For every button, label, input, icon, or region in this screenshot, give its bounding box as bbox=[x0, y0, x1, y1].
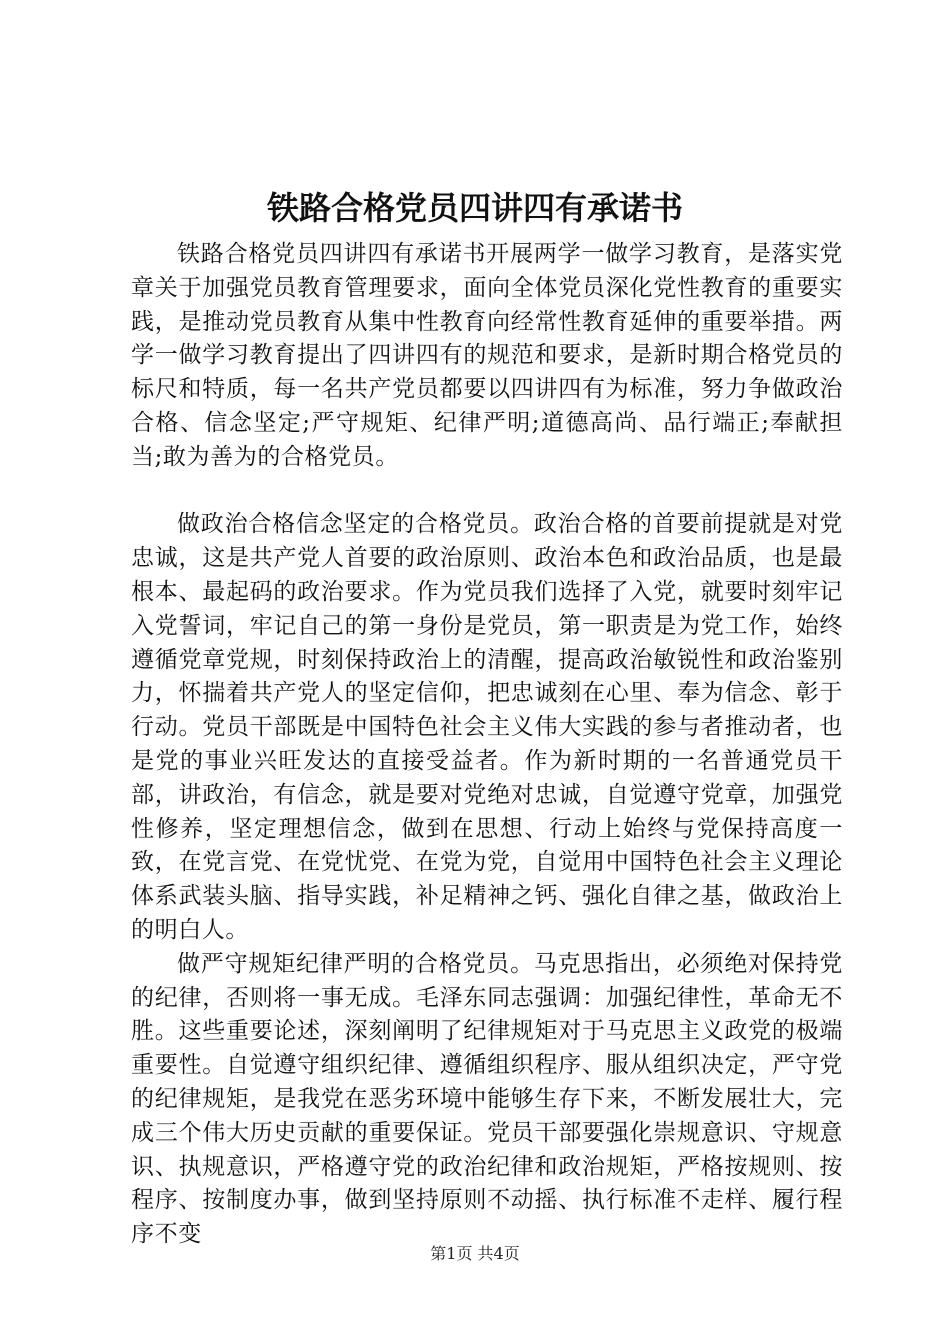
document-body bbox=[131, 238, 843, 1252]
paragraph-discipline: 做严守规矩纪律严明的合格党员。马克思指出，必须绝对保持党的纪律，否则将一事无成。毛泽东同志强调：加强纪律性，革命无不胜。这些重要论述，深刻阐明了纪律规矩对于马克思主义政党的极端重要性。自觉遵守组织纪律、遵循组织程序、服从组织决定，严守党的纪律规矩，是我党在恶劣环境中能够生存下来，不断发展壮大，完成三个伟大历史贡献的重要保证。党员干部要强化崇规意识、守规意识、执规意识，严格遵守党的政治纪律和政治规矩，严格按规则、按程序、按制度办事，做到坚持原则不动摇、执行标准不走样、履行程序不变 bbox=[131, 950, 843, 1248]
page-footer: 第1页 共4页 bbox=[430, 1244, 520, 1263]
paragraph-political: 做政治合格信念坚定的合格党员。政治合格的首要前提就是对党忠诚，这是共产党人首要的政治原则、政治本色和政治品质，也是最根本、最起码的政治要求。作为党员我们选择了入党，就要时刻牢记入党誓词，牢记自己的第一身份是党员，第一职责是为党工作，始终遵循党章党规，时刻保持政治上的清醒，提高政治敏锐性和政治鉴别力，怀揣着共产党人的坚定信仰，把忠诚刻在心里、奉为信念、彰于行动。党员干部既是中国特色社会主义伟大实践的参与者推动者，也是党的事业兴旺发达的直接受益者。作为新时期的一名普通党员干部，讲政治，有信念，就是要对党绝对忠诚，自觉遵守党章，加强党性修养，坚定理想信念，做到在思想、行动上始终与党保持高度一致，在党言党、在党忧党、在党为党，自觉用中国特色社会主义理论体系武装头脑、指导实践，补足精神之钙、强化自律之基，做政治上的明白人。 bbox=[131, 511, 843, 943]
document-title: 铁路合格党员四讲四有承诺书 bbox=[266, 189, 683, 227]
paragraph-intro: 铁路合格党员四讲四有承诺书开展两学一做学习教育，是落实党章关于加强党员教育管理要求，面向全体党员深化党性教育的重要实践，是推动党员教育从集中性教育向经常性教育延伸的重要举措。两学一做学习教育提出了四讲四有的规范和要求，是新时期合格党员的标尺和特质，每一名共产党员都要以四讲四有为标准，努力争做政治合格、信念坚定;严守规矩、纪律严明;道德高尚、品行端正;奉献担当;敢为善为的合格党员。 bbox=[131, 241, 843, 470]
